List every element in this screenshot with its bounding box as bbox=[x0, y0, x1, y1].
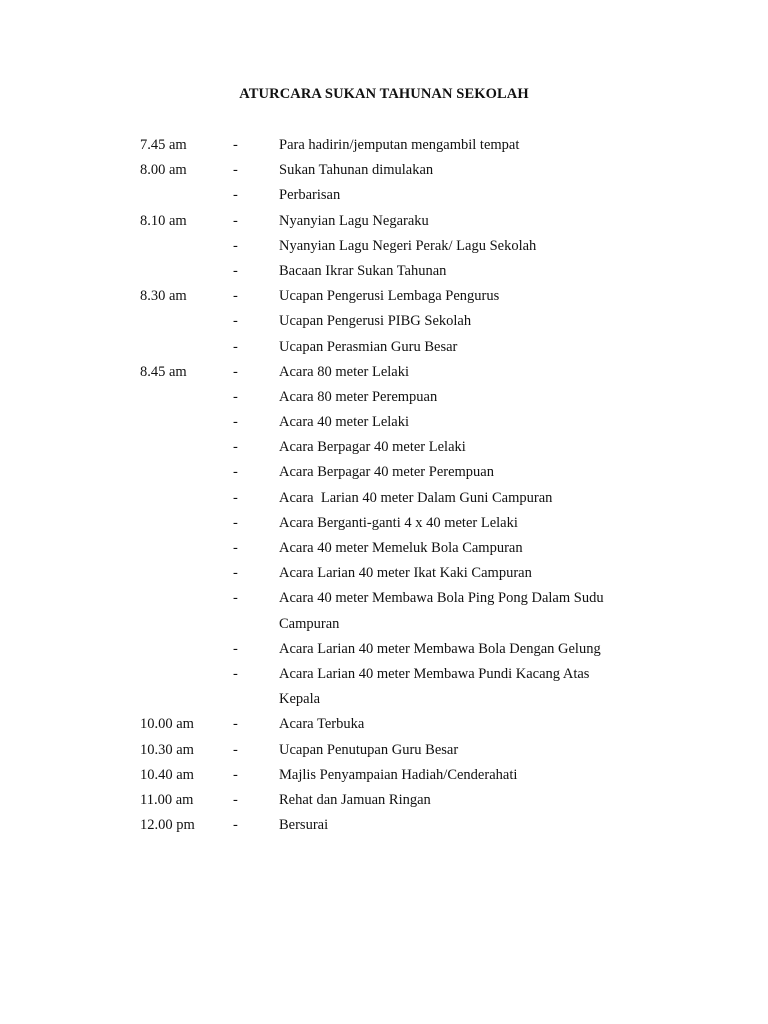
schedule-row bbox=[0, 385, 768, 410]
schedule-event: Acara 80 meter Perempuan bbox=[279, 388, 438, 405]
schedule-time: 10.40 am bbox=[140, 766, 194, 783]
schedule-row bbox=[0, 662, 768, 712]
schedule-event: Acara Larian 40 meter Membawa Pundi Kacang Atas Kepala bbox=[279, 665, 590, 708]
schedule-event: Perbarisan bbox=[279, 187, 341, 204]
schedule-event: Para hadirin/jemputan mengambil tempat bbox=[279, 137, 520, 153]
schedule-row bbox=[0, 813, 768, 838]
schedule-event: Ucapan Penutupan Guru Besar bbox=[279, 741, 459, 758]
schedule-dash: - bbox=[233, 716, 238, 733]
schedule-time: 8.45 am bbox=[140, 363, 187, 380]
schedule-row bbox=[0, 561, 768, 586]
schedule-event: Acara 40 meter Memeluk Bola Campuran bbox=[279, 540, 523, 556]
schedule-row bbox=[0, 259, 768, 284]
schedule-dash: - bbox=[233, 540, 238, 556]
schedule-row bbox=[0, 183, 768, 208]
schedule-time: 10.00 am bbox=[140, 716, 194, 733]
schedule-row bbox=[0, 763, 768, 788]
schedule-row bbox=[0, 158, 768, 183]
schedule-dash: - bbox=[233, 439, 238, 456]
schedule-event: Acara Berpagar 40 meter Lelaki bbox=[279, 439, 466, 456]
schedule-dash: - bbox=[233, 791, 238, 808]
schedule-dash: - bbox=[233, 590, 238, 607]
schedule-event: Acara Larian 40 meter Ikat Kaki Campuran bbox=[279, 565, 532, 582]
schedule-row bbox=[0, 536, 768, 561]
schedule-dash: - bbox=[233, 464, 238, 481]
schedule-dash: - bbox=[233, 187, 238, 204]
schedule-event: Ucapan Pengerusi Lembaga Pengurus bbox=[279, 288, 500, 305]
schedule-row bbox=[0, 712, 768, 737]
schedule-event: Nyanyian Lagu Negaraku bbox=[279, 212, 429, 229]
schedule-event: Bersurai bbox=[279, 817, 329, 834]
schedule-dash: - bbox=[233, 514, 238, 531]
schedule-row bbox=[0, 309, 768, 334]
schedule-dash: - bbox=[233, 640, 238, 657]
schedule-event: Acara Larian 40 meter Dalam Guni Campuran bbox=[279, 489, 553, 506]
schedule-time: 8.00 am bbox=[140, 162, 187, 179]
schedule-event: Ucapan Pengerusi PIBG Sekolah bbox=[279, 313, 472, 330]
schedule-row bbox=[0, 335, 768, 360]
schedule-row bbox=[0, 511, 768, 536]
schedule-time: 12.00 pm bbox=[140, 817, 195, 834]
schedule-event: Acara Berganti-ganti 4 x 40 meter Lelaki bbox=[279, 514, 518, 531]
schedule-event: Majlis Penyampaian Hadiah/Cenderahati bbox=[279, 766, 518, 783]
schedule-event: Acara 40 meter Membawa Bola Ping Pong Dalam Sudu Campuran bbox=[279, 590, 604, 632]
schedule-time: 8.30 am bbox=[140, 288, 187, 305]
schedule-dash: - bbox=[233, 162, 238, 179]
schedule-row bbox=[0, 435, 768, 460]
schedule-row bbox=[0, 133, 768, 158]
schedule-event: Acara Terbuka bbox=[279, 716, 365, 733]
schedule-event: Acara 80 meter Lelaki bbox=[279, 363, 410, 380]
schedule-dash: - bbox=[233, 237, 238, 254]
schedule-row bbox=[0, 738, 768, 763]
schedule-dash: - bbox=[233, 262, 238, 279]
document-title: ATURCARA SUKAN TAHUNAN SEKOLAH bbox=[239, 86, 529, 102]
schedule-dash: - bbox=[233, 665, 238, 682]
schedule-dash: - bbox=[233, 363, 238, 380]
schedule-dash: - bbox=[233, 489, 238, 506]
schedule-event: Bacaan Ikrar Sukan Tahunan bbox=[279, 262, 447, 279]
schedule-row bbox=[0, 486, 768, 511]
schedule-time: 11.00 am bbox=[140, 791, 194, 808]
schedule-dash: - bbox=[233, 565, 238, 582]
schedule-dash: - bbox=[233, 212, 238, 229]
schedule-list bbox=[0, 133, 768, 838]
schedule-row bbox=[0, 637, 768, 662]
schedule-event: Acara Berpagar 40 meter Perempuan bbox=[279, 464, 494, 481]
schedule-dash: - bbox=[233, 313, 238, 330]
schedule-dash: - bbox=[233, 817, 238, 834]
schedule-time: 7.45 am bbox=[140, 137, 187, 153]
schedule-row bbox=[0, 360, 768, 385]
schedule-time: 10.30 am bbox=[140, 741, 194, 758]
schedule-dash: - bbox=[233, 766, 238, 783]
schedule-row bbox=[0, 410, 768, 435]
schedule-time: 8.10 am bbox=[140, 212, 187, 229]
schedule-dash: - bbox=[233, 288, 238, 305]
schedule-row bbox=[0, 209, 768, 234]
schedule-row bbox=[0, 284, 768, 309]
schedule-dash: - bbox=[233, 338, 238, 355]
schedule-event: Sukan Tahunan dimulakan bbox=[279, 162, 434, 179]
schedule-row bbox=[0, 234, 768, 259]
schedule-row bbox=[0, 586, 768, 636]
schedule-dash: - bbox=[233, 741, 238, 758]
schedule-dash: - bbox=[233, 137, 238, 153]
schedule-row bbox=[0, 788, 768, 813]
schedule-event: Rehat dan Jamuan Ringan bbox=[279, 791, 431, 808]
schedule-dash: - bbox=[233, 414, 238, 431]
schedule-row bbox=[0, 460, 768, 485]
schedule-dash: - bbox=[233, 388, 238, 405]
schedule-event: Acara Larian 40 meter Membawa Bola Dengan Gelung bbox=[279, 640, 601, 657]
schedule-event: Ucapan Perasmian Guru Besar bbox=[279, 338, 458, 355]
schedule-event: Nyanyian Lagu Negeri Perak/ Lagu Sekolah bbox=[279, 237, 537, 254]
schedule-event: Acara 40 meter Lelaki bbox=[279, 414, 410, 431]
